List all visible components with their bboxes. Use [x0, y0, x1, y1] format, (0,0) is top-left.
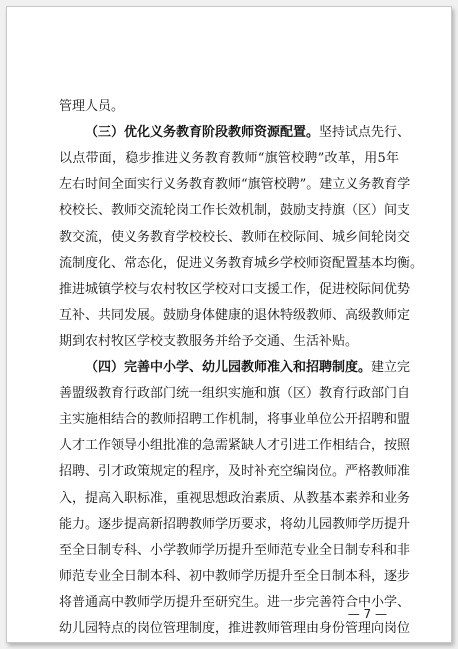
text-line	[7, 99, 399, 115]
text-line	[7, 255, 424, 272]
line-text: 以点带面，稳步推进义务教育教师“旗管校聘”改革，用5年	[59, 151, 399, 167]
line-text: 至全日制专科、小学教师学历提升至师范专业全日制专科和非	[59, 542, 411, 558]
line-text: 期到农村牧区学校支教服务并给予交通、生活补贴。	[59, 333, 359, 349]
section-heading: （三）优化义务教育阶段教师资源配置。	[85, 125, 320, 141]
document-page	[6, 6, 452, 643]
line-text: 推进城镇学校与农村牧区学校对口支援工作，促进校际间优势	[59, 281, 411, 297]
section-heading: （四）完善中小学、幼儿园教师准入和招聘制度。	[85, 360, 372, 375]
text-line	[7, 516, 411, 533]
line-text: 幼儿园特点的岗位管理制度，推进教师管理由身份管理向岗位	[59, 621, 411, 636]
line-text: 校校长、教师交流轮岗工作长效机制，鼓励支持旗（区）间支	[59, 203, 411, 219]
line-text: 入，提高入职标准，重视思想政治素质、从教基本素养和业务	[59, 490, 411, 506]
line-text: 招聘、引才政策规定的程序，及时补充空编岗位。严格教师准	[59, 464, 411, 480]
text-line	[7, 177, 411, 193]
line-text: 人才工作领导小组批准的急需紧缺人才引进工作相结合，按照	[59, 438, 411, 454]
text-line	[7, 386, 411, 402]
text-line	[7, 229, 411, 246]
text-line	[7, 438, 411, 454]
page-number: — 7 —	[347, 607, 387, 621]
line-text: 能力。逐步提高新招聘教师学历要求，将幼儿园教师学历提升	[59, 516, 411, 532]
text-line	[7, 334, 399, 350]
text-line	[7, 594, 411, 611]
text-line	[7, 542, 411, 559]
text-line	[7, 307, 411, 324]
text-line	[7, 151, 399, 167]
text-line	[7, 412, 411, 428]
line-text: 流制度化、常态化，促进义务教育城乡学校师资配置基本均衡。	[59, 255, 424, 271]
text-line	[7, 464, 411, 480]
line-text: 主实施相结合的教师招聘工作机制，将事业单位公开招聘和盟	[59, 412, 411, 428]
text-line	[7, 203, 411, 219]
text-line	[7, 125, 411, 141]
line-text: 互补、共同发展。鼓励身体健康的退休特级教师、高级教师定	[59, 307, 411, 323]
line-text: 管理人员。	[59, 99, 125, 114]
line-text: 教交流，使义务教育学校校长、教师在校际间、城乡间轮岗交	[59, 229, 411, 245]
text-line	[7, 568, 411, 585]
text-line	[7, 281, 411, 298]
line-text: 师范专业全日制本科、初中教师学历提升至全日制本科，逐步	[59, 568, 411, 584]
line-text: 建立完	[371, 360, 411, 375]
text-line	[7, 621, 411, 637]
text-line	[7, 360, 411, 376]
text-line	[7, 490, 411, 507]
line-text: 左右时间全面实行义务教育教师“旗管校聘”。建立义务教育学	[59, 177, 411, 193]
line-text: 将普通高中教师学历提升至研究生。进一步完善符合中小学、	[59, 594, 411, 610]
line-text: 坚持试点先行、	[319, 125, 411, 141]
line-text: 善盟级教育行政部门统一组织实施和旗（区）教育行政部门自	[59, 386, 411, 402]
